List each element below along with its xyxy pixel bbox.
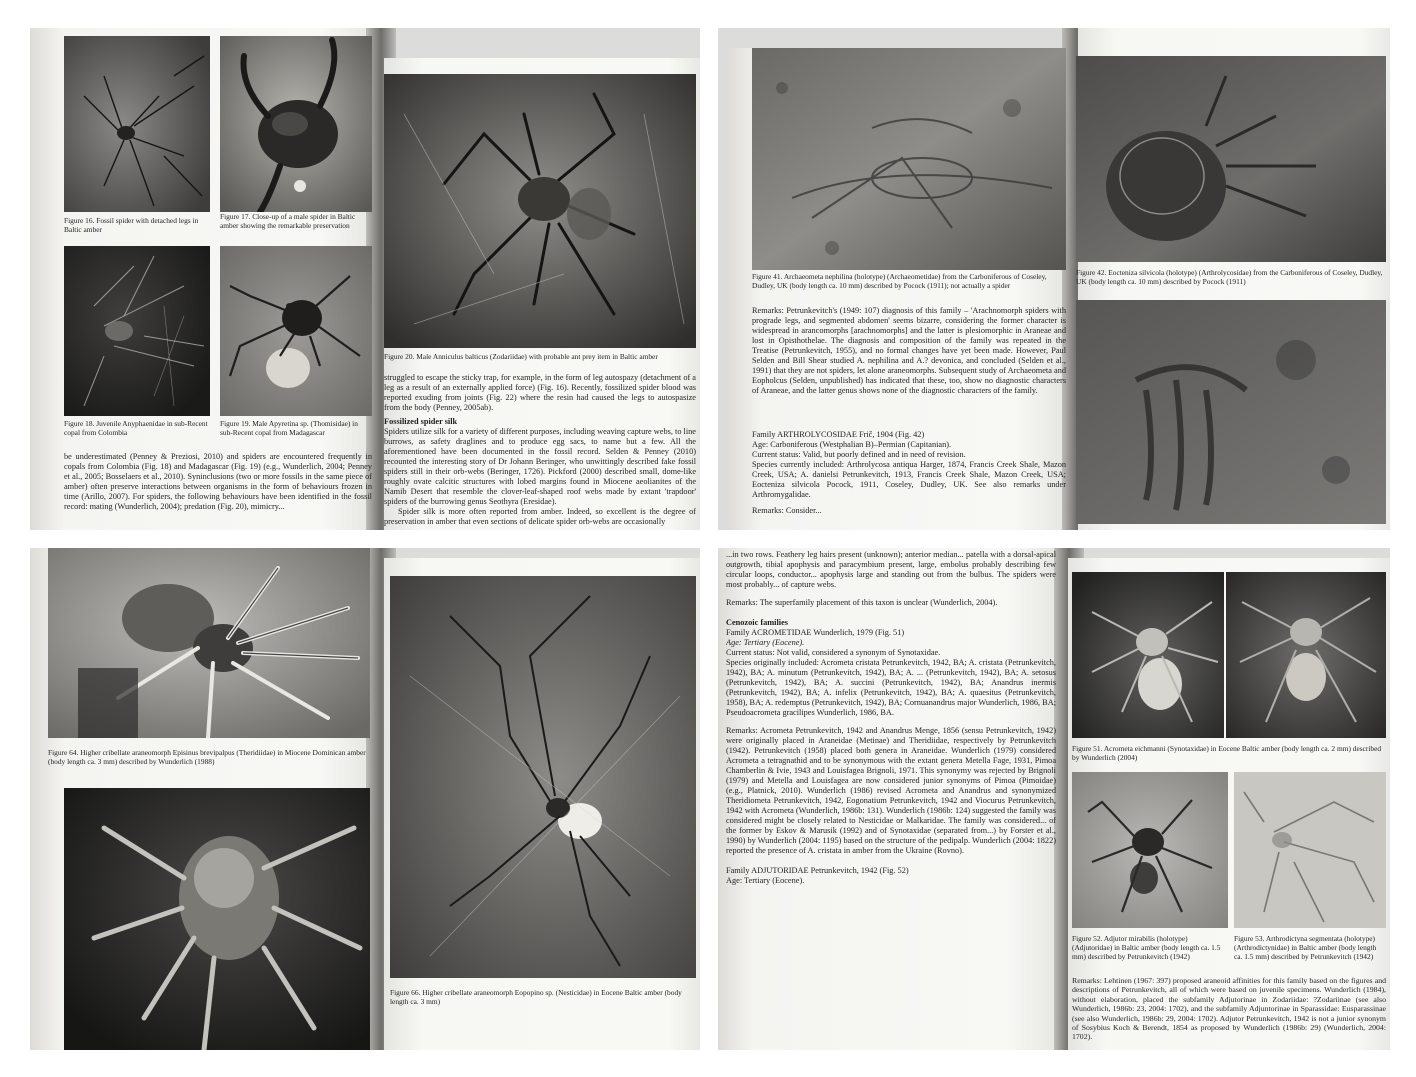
caption-fig42: Figure 42. Eocteniza silvicola (holotype) (Arthrolycosidae) from the Carboniferous of Coseley, Dudley, UK (body length ca. 10 mm) described by Pocock (1911) xyxy=(1076,268,1383,286)
panel-top-right xyxy=(718,28,1390,530)
age-adjutoridae: Age: Tertiary (Eocene). xyxy=(726,876,805,885)
species-arthrolycosidae: Species currently included: Arthrolycosa antiqua Harger, 1874, Francis Creek Shale, Mazon Creek, USA; A. danielsi Petrunkevitch, 1913, Francis Creek Shale, Mazon Creek, USA; Eocteniza silvicola Pocock, 1911, Coseley, Dudley, UK. See also remarks under Arthromygalidae. xyxy=(752,460,1066,499)
text-right-column xyxy=(384,373,696,530)
caption-fig53: Figure 53. Arthrodictyna segmentata (holotype) (Arthrodictynidae) in Baltic amber (body length ca. 1.5 mm) described by Petrunkevitch (1942) xyxy=(1234,934,1377,961)
photo-acrometa-eichmanni-b xyxy=(1226,572,1386,738)
text-remarks-acrometidae: Remarks: Acrometa Petrunkevitch, 1942 and Anandrus Menge, 1856 (sensu Petrunkevitch, 1942) were originally placed in Araneidae (Metinae) and Theridiidae, respectively by Petrunkevitch (1942). Petrunkevitch (1958) placed both genera in Araneidae. Wunderlich (1979) considered Acrometa a tetragnathid and to be synonymous with the extant genera Metella Fage, 1931, Pimoa Chamberlin & Ivie, 1943 and Louisfagea Brignoli, 1971. This synonymy was rejected by Brignoli (1979) and Metella and Louisfagea are now considered junior synonyms of Pimoa (Pimoidae) (e.g., Platnick, 2010). Wunderlich (1986) revised Acrometa and Anandrus and synonymized Theridiometa Petrunkevitch, 1942, Eogonatium Petrunkevitch, 1942 and Viocurus Petrunkevitch, 1942 with Acrometa (Wunderlich, 1986b: 131). Wunderlich (1986b: 124) suggested the family was considered might be closely related to Nesticidae or Malkaridae. The family was considered... of the former by Eskov & Marusik (1992) and of Synotaxidae (separated from...) by Forster et al., 1990) by Wunderlich (2004: 1195) based on the structure of the pedipalp. Wunderlich (2004: 1822) reported the presence of A. cristata in amber from the Ukraine (Rovno). xyxy=(726,726,1056,855)
photo-eocteniza-closeup xyxy=(1076,300,1386,524)
remarks-footer: Remarks: Consider... xyxy=(752,506,822,515)
family-adjutoridae: Family ADJUTORIDAE Petrunkevitch, 1942 (Fig. 52) xyxy=(726,866,909,875)
photo-theridiidae-closeup xyxy=(64,788,370,1050)
status-acrometidae: Current status: Not valid, considered a synonym of Synotaxidae. xyxy=(726,648,941,657)
text-remarks-archaeometidae: Remarks: Petrunkevitch's (1949: 107) diagnosis of this family – 'Arachnomorph spiders with prograde legs, and segmented abdomen' seems bizarre, considering the former character is widespread in arancomorphs [arachnomorphs] and the latter is plesiomorphic in Araneae and lost in Opisthothelae. The diagnosis and composition of the family was repeated in the Treatise (Petrunkevitch, 1955), and no formal changes have yet been made. However, Paul Selden and Bill Shear studied A. nephilina and A.? devonica, and concluded (Selden et al., 1991) that they are not spiders, let alone araneomorphs. Subsequent study of Archaeometa and Eopholcus (Selden, unpublished) has indicated that these, too, show no diagnostic characters of Araneae, and the latter genus shows none of the diagnostic characters of the family. xyxy=(752,306,1066,395)
photo-male-apyretina xyxy=(220,246,372,416)
text-remarks-adjutoridae: Remarks: Lehtinen (1967: 397) proposed araneoid affinities for this family based on the figures and descriptions of Petrunkevitch, all of which were based on juvenile specimens. Wunderlich (1984), without elaboration, placed the subfamily Adjutorinae in Zodariidae: ?Zodariinae (see also Wunderlich, 1986b: 23, 2004: 1702), and the subfamily Adjuntorinae in Sparassidae: Eusparassinae (see also Wunderlich, 1986b: 29, 2004: 1702). Adjutor Petrunkevitch, 1942 is not a junior synonym of Sosybius Koch & Berendt, 1854 as proposed by Wunderlich (1986b: 29) (Wunderlich, 2004: 1702). xyxy=(1072,976,1386,1042)
text-description-top: ...in two rows. Feathery leg hairs present (unknown); anterior median... patella with a dorsal-apical outgrowth, tibial apophysis and paracymbium present, large, embolus probably describing few circular loops, conductor... apophysis large and standing out from the bulbus. The spiders were most probably... of capture webs. xyxy=(726,550,1056,589)
photo-archaeometa-nephilina xyxy=(752,48,1066,270)
text-silk-continued: Spider silk is more often reported from amber. Indeed, so excellent is the degree of preservation in amber that even sections of delicate spider orb-webs are occasionally xyxy=(384,507,696,526)
caption-fig51: Figure 51. Acrometa eichmanni (Synotaxidae) in Eocene Baltic amber (body length ca. 2 mm) described by Wunderlich (2004) xyxy=(1072,744,1382,762)
caption-fig66: Figure 66. Higher cribellate araneomorph Eopopino sp. (Nesticidae) in Eocene Baltic amber (body length ca. 3 mm) xyxy=(390,988,682,1006)
caption-fig18: Figure 18. Juvenile Anyphaenidae in sub-Recent copal from Colombia xyxy=(64,419,208,437)
text-autospazy: struggled to escape the sticky trap, for example, in the form of leg autospazy (detachment of a leg as a result of an externally applied force) (Fig. 16). Recently, fossilized spider blood was reported exuding from joints (Fig. 22) where the resin had caused the legs to autospasize from the body (Penney, 2005ab). xyxy=(384,373,696,412)
photo-male-spider-closeup xyxy=(220,36,372,212)
panel-top-left xyxy=(30,28,700,530)
species-acrometidae: Species originally included: Acrometa cristata Petrunkevitch, 1942, BA; A. cristata (Petrunkevitch, 1942), BA; A. minutum (Petrunkevitch, 1942), BA; A. ... (Petrunkevitch, 1942), BA; A. setosus (Petrunkevitch, 1942), BA; A. succini (Petrunkevitch, 1942), BA; Anandrus inermis (Petrunkevitch, 1942), BA; A. infelix (Petrunkevitch, 1942), BA; A. quaesitus (Petrunkevitch, 1958), BA; A. redemptus (Petrunkevitch, 1942), BA; Cornuanandrus major Wunderlich, 1986, BA; Pseudoacrometa gracilipes Wunderlich, 1986, BA. xyxy=(726,658,1056,717)
text-left-column: be underestimated (Penney & Preziosi, 2010) and spiders are encountered frequently in copals from Colombia (Fig. 18) and Madagascar (Fig. 19) (e.g., Wunderlich, 2004; Penney et al., 2005; Bosselaers et al., 2010). Syninclusions (two or more fossils in the same piece of amber) often preserve interactions between organisms in the form of behaviours frozen in time (Arillo, 2007). For spiders, the following behaviours have been identified in the fossil record: mating (Wunderlich, 2004); predation (Fig. 20), mimicry... xyxy=(64,452,372,511)
photo-anniculus-balticus xyxy=(384,74,696,348)
status-arthrolycosidae: Current status: Valid, but poorly defined and in need of revision. xyxy=(752,450,966,459)
caption-fig17: Figure 17. Close-up of a male spider in Baltic amber showing the remarkable preservation xyxy=(220,212,356,230)
text-arthrolycosidae-block xyxy=(752,430,1066,530)
photo-eocteniza-silvicola xyxy=(1076,56,1386,262)
caption-fig19: Figure 19. Male Apyretina sp. (Thomisidae) in sub-Recent copal from Madagascar xyxy=(220,419,358,437)
text-silk: Spiders utilize silk for a variety of different purposes, including weaving capture webs, to line burrows, as safety draglines and to produce egg sacs, to name but a few. All the aforementioned have been documented in the fossil record. Selden & Penney (2010) recounted the interesting story of Dr Johann Beringer, who unwittingly described fake fossil spiders still in their orb-webs (Beringer, 1726). Pickford (2000) described small, dome-like roughly ovate calcitic structures with lobed margins found in Miocene aeolianites of the Namib Desert that resemble the clover-leaf-shaped roof webs made by extant 'trapdoor' spiders of the burrowing genus Seothyra (Eresidae). xyxy=(384,427,696,506)
caption-fig41: Figure 41. Archaeometa nephilina (holotype) (Archaeometidae) from the Carboniferous of Coseley, Dudley, UK (body length ca. 10 mm) described by Pocock (1911); not actually a spider xyxy=(752,272,1047,290)
panel-bottom-left xyxy=(30,548,700,1050)
photo-episinus-brevipalpus xyxy=(48,548,370,738)
photo-eopopino xyxy=(390,576,696,978)
text-left-page xyxy=(726,550,1056,1050)
panel-bottom-right xyxy=(718,548,1390,1050)
caption-fig52: Figure 52. Adjutor mirabilis (holotype) (Adjutoridae) in Baltic amber (body length ca. 1.5 mm) described by Petrunkevitch (1942) xyxy=(1072,934,1221,961)
photo-arthrodictyna-segmentata xyxy=(1234,772,1386,928)
photo-juvenile-anyphaenidae xyxy=(64,246,210,416)
age-arthrolycosidae: Age: Carboniferous (Westphalian B)–Permian (Capitanian). xyxy=(752,440,952,449)
caption-fig16: Figure 16. Fossil spider with detached legs in Baltic amber xyxy=(64,216,199,234)
caption-fig20: Figure 20. Male Anniculus balticus (Zodariidae) with probable ant prey item in Baltic amber xyxy=(384,352,658,361)
photo-fossil-spider-detached-legs xyxy=(64,36,210,212)
photo-adjutor-mirabilis xyxy=(1072,772,1228,928)
caption-fig64: Figure 64. Higher cribellate araneomorph Episinus brevipalpus (Theridiidae) in Miocene Dominican amber (body length ca. 3 mm) described by Wunderlich (1988) xyxy=(48,748,366,766)
family-arthrolycosidae: Family ARTHROLYCOSIDAE Frič, 1904 (Fig. 42) xyxy=(752,430,925,439)
heading-fossilized-silk: Fossilized spider silk xyxy=(384,417,458,426)
heading-cenozoic-families: Cenozoic families xyxy=(726,618,788,627)
photo-acrometa-eichmanni-a xyxy=(1072,572,1224,738)
age-acrometidae: Age: Tertiary (Eocene). xyxy=(726,638,805,647)
family-acrometidae: Family ACROMETIDAE Wunderlich, 1979 (Fig. 51) xyxy=(726,628,905,637)
text-remarks-superfamily: Remarks: The superfamily placement of this taxon is unclear (Wunderlich, 2004). xyxy=(726,598,998,607)
